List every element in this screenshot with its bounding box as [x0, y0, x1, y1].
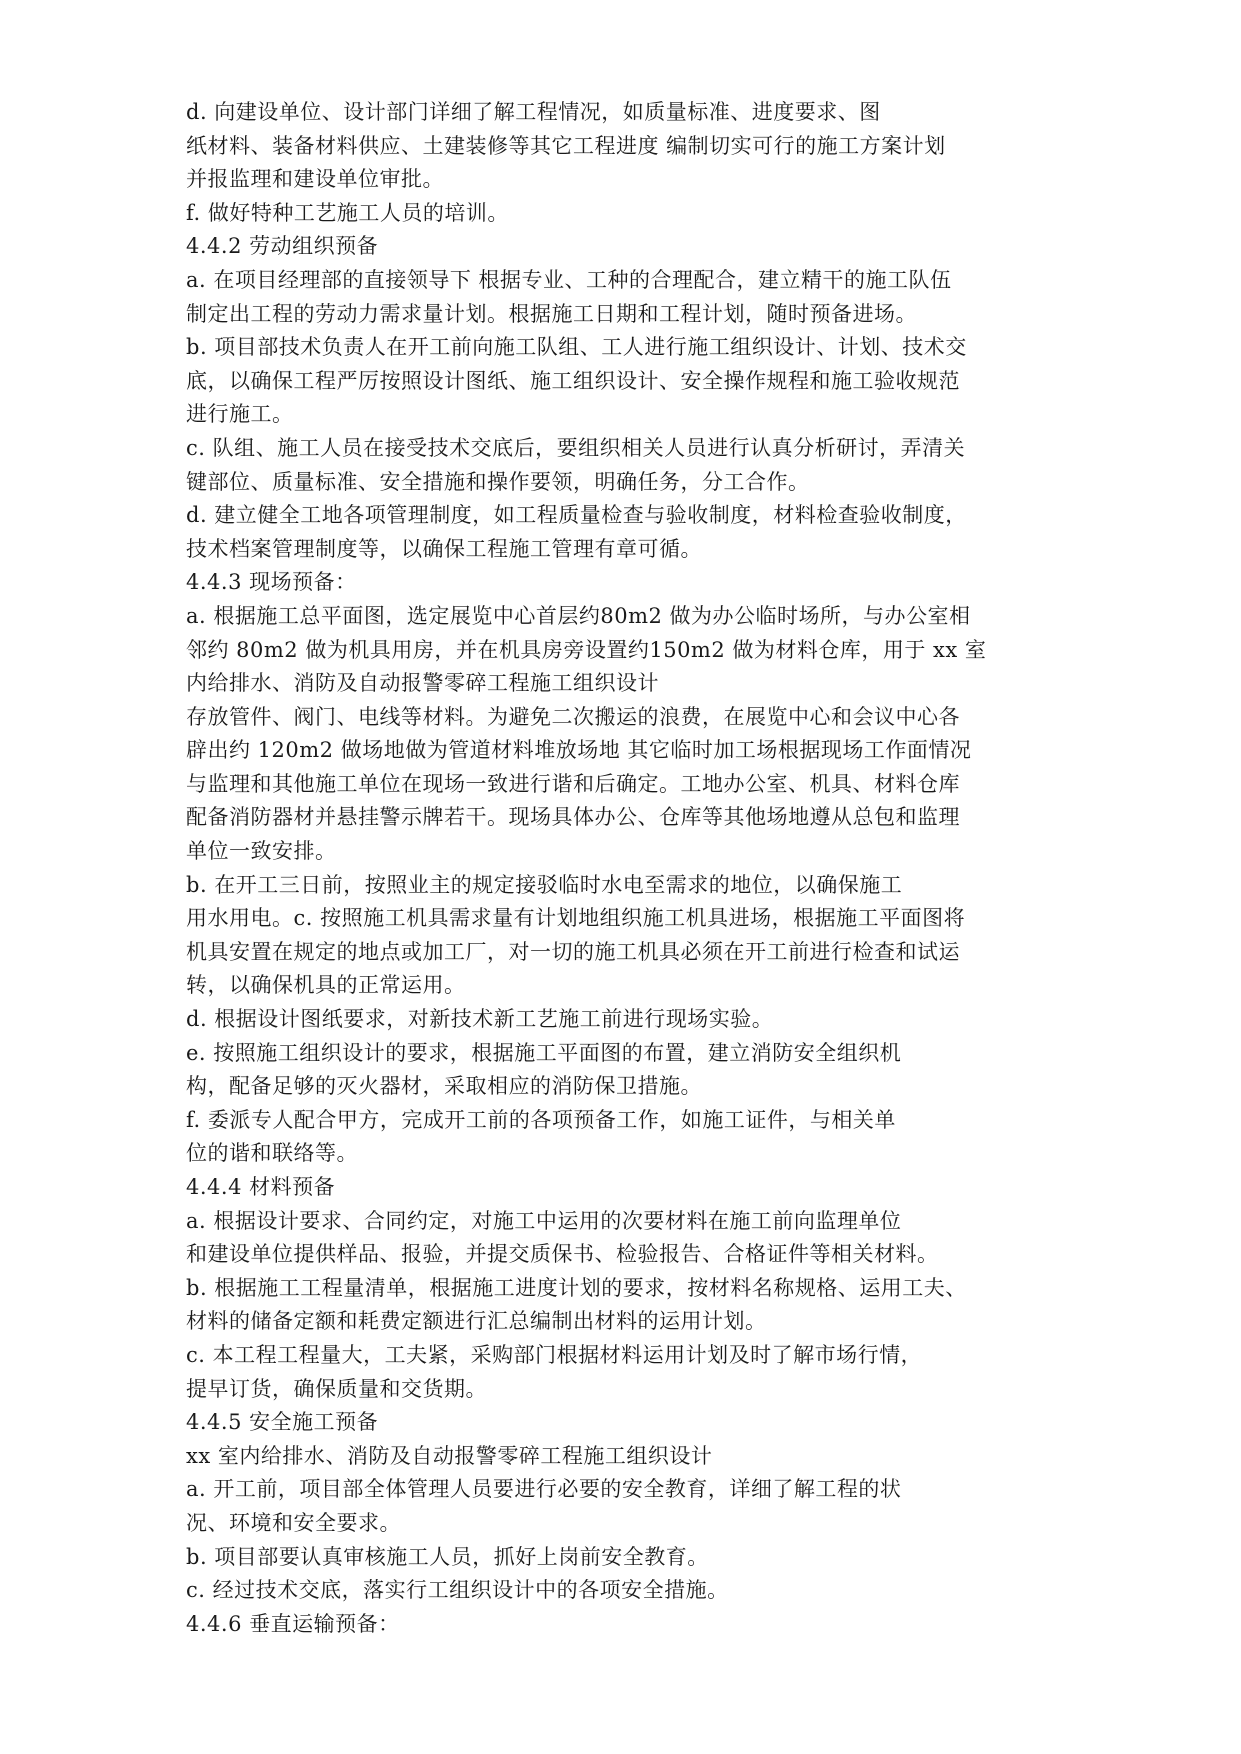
text-line: 存放管件、阀门、电线等材料。为避免二次搬运的浪费，在展览中心和会议中心各 [186, 704, 960, 729]
text-line: 单位一致安排。 [186, 839, 337, 864]
text-line: 纸材料、装备材料供应、土建装修等其它工程进度 编制切实可行的施工方案计划 [186, 133, 946, 158]
text-line: d. 根据设计图纸要求，对新技术新工艺施工前进行现场实验。 [186, 1007, 774, 1032]
text-line: 况、环境和安全要求。 [186, 1510, 401, 1535]
text-line: 进行施工。 [186, 402, 294, 427]
section-heading: 4.4.6 垂直运输预备： [186, 1611, 400, 1636]
text-line: 技术档案管理制度等，以确保工程施工管理有章可循。 [186, 536, 702, 561]
text-line: 机具安置在规定的地点或加工厂，对一切的施工机具必须在开工前进行检查和试运 [186, 939, 960, 964]
section-heading: 4.4.2 劳动组织预备 [186, 234, 379, 259]
text-line: b. 项目部要认真审核施工人员，抓好上岗前安全教育。 [186, 1544, 709, 1569]
text-line: 构，配备足够的灭火器材，采取相应的消防保卫措施。 [186, 1074, 702, 1099]
text-line: c. 队组、施工人员在接受技术交底后，要组织相关人员进行认真分析研讨，弄清关 [186, 435, 966, 460]
text-line: 制定出工程的劳动力需求量计划。根据施工日期和工程计划，随时预备进场。 [186, 301, 917, 326]
text-line: 配备消防器材并悬挂警示牌若干。现场具体办公、仓库等其他场地遵从总包和监理 [186, 805, 960, 830]
text-line: 底，以确保工程严厉按照设计图纸、施工组织设计、安全操作规程和施工验收规范 [186, 368, 960, 393]
text-line: f. 委派专人配合甲方，完成开工前的各项预备工作，如施工证件，与相关单 [186, 1107, 896, 1132]
text-line: 用水用电。c. 按照施工机具需求量有计划地组织施工机具进场，根据施工平面图将 [186, 906, 966, 931]
text-line: f. 做好特种工艺施工人员的培训。 [186, 200, 509, 225]
section-heading: 4.4.4 材料预备 [186, 1175, 336, 1199]
text-line: xx 室内给排水、消防及自动报警零碎工程施工组织设计 [186, 1443, 713, 1468]
text-line: 邻约 80m2 做为机具用房，并在机具房旁设置约150m2 做为材料仓库，用于 xx 室 [186, 637, 987, 662]
text-line: b. 根据施工工程量清单，根据施工进度计划的要求，按材料名称规格、运用工夫、 [186, 1275, 967, 1300]
text-line: 并报监理和建设单位审批。 [186, 167, 444, 192]
text-line: 辟出约 120m2 做场地做为管道材料堆放场地 其它临时加工场根据现场工作面情况 [186, 738, 972, 763]
text-line: 与监理和其他施工单位在现场一致进行谐和后确定。工地办公室、机具、材料仓库 [186, 771, 960, 796]
text-line: c. 本工程工程量大，工夫紧，采购部门根据材料运用计划及时了解市场行情， [186, 1342, 923, 1367]
text-line: c. 经过技术交底，落实行工组织设计中的各项安全措施。 [186, 1578, 729, 1603]
text-line: a. 根据设计要求、合同约定，对施工中运用的次要材料在施工前向监理单位 [186, 1208, 902, 1233]
text-line: 位的谐和联络等。 [186, 1141, 358, 1166]
text-line: e. 按照施工组织设计的要求，根据施工平面图的布置，建立消防安全组织机 [186, 1040, 902, 1065]
document-body [186, 96, 1086, 1641]
text-line: a. 根据施工总平面图，选定展览中心首层约80m2 做为办公临时场所，与办公室相 [186, 603, 971, 628]
text-line: a. 在项目经理部的直接领导下 根据专业、工种的合理配合，建立精干的施工队伍 [186, 267, 952, 292]
text-line: 材料的储备定额和耗费定额进行汇总编制出材料的运用计划。 [186, 1309, 767, 1334]
text-line: b. 项目部技术负责人在开工前向施工队组、工人进行施工组织设计、计划、技术交 [186, 335, 967, 360]
text-line: 转，以确保机具的正常运用。 [186, 973, 466, 998]
text-line: d. 建立健全工地各项管理制度，如工程质量检查与验收制度，材料检查验收制度， [186, 503, 967, 528]
text-line: d. 向建设单位、设计部门详细了解工程情况，如质量标准、进度要求、图 [186, 100, 881, 124]
section-heading: 4.4.5 安全施工预备 [186, 1410, 379, 1435]
text-line: 键部位、质量标准、安全措施和操作要领，明确任务，分工合作。 [186, 469, 810, 494]
text-line: 提早订货，确保质量和交货期。 [186, 1376, 487, 1401]
text-line: a. 开工前，项目部全体管理人员要进行必要的安全教育，详细了解工程的状 [186, 1477, 902, 1502]
text-line: 内给排水、消防及自动报警零碎工程施工组织设计 [186, 671, 659, 696]
text-line: 和建设单位提供样品、报验，并提交质保书、检验报告、合格证件等相关材料。 [186, 1242, 939, 1267]
text-line: b. 在开工三日前，按照业主的规定接驳临时水电至需求的地位，以确保施工 [186, 872, 903, 897]
section-heading: 4.4.3 现场预备： [186, 570, 357, 595]
